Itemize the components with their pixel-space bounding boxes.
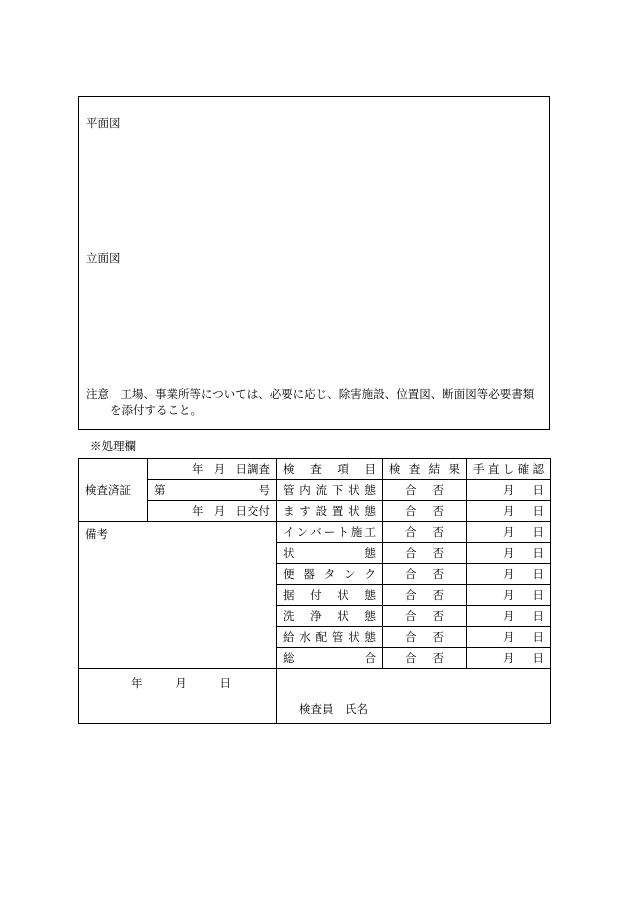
table-row	[79, 459, 551, 480]
cell-text: 月	[503, 504, 515, 518]
item-cell	[277, 585, 383, 606]
inspection-table	[78, 458, 551, 724]
cell-text: 合	[405, 525, 417, 539]
cell-text: 合	[405, 588, 417, 602]
cell-text: 月	[503, 630, 515, 644]
table-row	[79, 669, 551, 724]
cell-text: 施	[350, 525, 363, 539]
cell-text: 年	[192, 462, 204, 476]
cell-text: 合	[405, 651, 417, 665]
bottom-date-cell	[79, 669, 277, 724]
cell-text: 便	[283, 567, 295, 581]
cell-text: 内	[299, 483, 311, 497]
cell-text: 日	[532, 588, 544, 602]
header-item	[277, 459, 383, 480]
cell-text: 目	[364, 462, 376, 476]
item-cell	[277, 480, 383, 501]
result-cell	[383, 564, 467, 585]
cell-text: ン	[296, 525, 309, 539]
cell-text: 月	[213, 504, 226, 518]
drawing-box	[78, 96, 550, 430]
cell-text: 項	[337, 462, 349, 476]
cell-text: 下	[331, 483, 344, 497]
cell-text: 置	[331, 504, 344, 518]
result-cell	[383, 606, 467, 627]
cell-text: 合	[405, 483, 417, 497]
cell-text: 年	[131, 676, 143, 690]
table-row	[79, 480, 551, 501]
cell-text: 否	[432, 588, 444, 602]
cell-text: 浄	[310, 609, 322, 623]
plan-label: 平面図	[86, 116, 121, 130]
result-cell	[383, 501, 467, 522]
result-cell	[383, 648, 467, 669]
cell-text: 流	[315, 483, 328, 497]
cell-text: 管	[283, 483, 295, 497]
cell-text: 日	[532, 630, 544, 644]
recheck-date-cell	[467, 648, 551, 669]
cell-text: 日調査	[235, 462, 270, 476]
cell-text: 日	[532, 609, 544, 623]
recheck-date-cell	[467, 480, 551, 501]
cell-text: 据	[283, 588, 295, 602]
note-line-1: 注意 工場、事業所等については、必要に応じ、除害施設、位置図、断面図等必要書類	[86, 387, 535, 401]
cell-text: 月	[503, 525, 515, 539]
item-cell	[277, 522, 383, 543]
section-title: ※処理欄	[90, 439, 136, 453]
cell-text: 日	[532, 651, 544, 665]
cell-text: 日	[532, 546, 544, 560]
table-row	[79, 501, 551, 522]
cell-text: 合	[405, 609, 417, 623]
cell-text: 月	[503, 483, 515, 497]
cell-text: 合	[405, 567, 417, 581]
certificate-number-cell	[148, 480, 277, 501]
cell-text: 年	[192, 504, 204, 518]
cell-text: 水	[299, 630, 311, 644]
cell-text: 工	[364, 525, 376, 539]
cell-text: ー	[323, 525, 336, 539]
cell-text: 認	[532, 462, 544, 476]
item-cell	[277, 564, 383, 585]
result-cell	[383, 543, 467, 564]
cell-text: 月	[503, 567, 515, 581]
cell-text: 状	[348, 630, 360, 644]
cell-text: 態	[364, 504, 376, 518]
header-recheck	[467, 459, 551, 480]
cell-text: 果	[448, 462, 460, 476]
recheck-date-cell	[467, 585, 551, 606]
inspector-label: 検査員 氏名	[299, 702, 368, 716]
cell-text: 日	[219, 676, 231, 690]
cell-text: 状	[337, 588, 349, 602]
recheck-date-cell	[467, 564, 551, 585]
cell-text: 否	[432, 483, 444, 497]
inspection-done-label: 検査済証	[79, 459, 148, 522]
recheck-date-cell	[467, 627, 551, 648]
cell-text: 検	[283, 462, 295, 476]
cell-text: 状	[283, 546, 295, 560]
cell-text: 結	[428, 462, 441, 476]
note-line-2: を添付すること。	[110, 403, 202, 417]
result-cell	[383, 585, 467, 606]
note-text	[86, 386, 541, 418]
cell-text: ま	[283, 504, 295, 518]
cell-text: す	[299, 504, 311, 518]
cell-text: 日	[532, 567, 544, 581]
header-result	[383, 459, 467, 480]
cell-text: 月	[213, 462, 226, 476]
cell-text: 否	[432, 546, 444, 560]
cell-text: 合	[364, 651, 376, 665]
item-cell	[277, 648, 383, 669]
cell-text: 合	[405, 504, 417, 518]
result-cell	[383, 522, 467, 543]
cell-text: ン	[344, 567, 356, 581]
cell-text: 状	[348, 483, 360, 497]
cell-text: 配	[315, 630, 328, 644]
recheck-date-cell	[467, 606, 551, 627]
result-cell	[383, 480, 467, 501]
table-row	[79, 522, 551, 543]
cell-text: し	[502, 462, 515, 476]
cell-text: 確	[517, 462, 530, 476]
cell-text: 合	[405, 546, 417, 560]
cell-text: 洗	[283, 609, 295, 623]
cell-text: 設	[315, 504, 328, 518]
cell-text: タ	[323, 567, 336, 581]
cell-text: 給	[283, 630, 295, 644]
cell-text: 管	[331, 630, 344, 644]
item-cell	[277, 543, 383, 564]
cell-text: 器	[303, 567, 315, 581]
inspector-cell	[277, 669, 551, 724]
cell-text: 日交付	[235, 504, 270, 518]
remarks-cell	[79, 522, 277, 669]
cell-text: 日	[532, 525, 544, 539]
item-cell	[277, 501, 383, 522]
cell-text: 月	[503, 609, 515, 623]
recheck-date-cell	[467, 501, 551, 522]
cell-text: 態	[364, 483, 376, 497]
cell-text: 否	[432, 504, 444, 518]
cell-text: 否	[432, 630, 444, 644]
recheck-date-cell	[467, 543, 551, 564]
cell-text: 状	[348, 504, 360, 518]
cell-text: 日	[532, 504, 544, 518]
cell-text: 月	[175, 676, 187, 690]
cell-text: 号	[258, 483, 270, 497]
cell-text: 手	[473, 462, 485, 476]
cell-text: 態	[364, 630, 376, 644]
cell-text: バ	[310, 525, 322, 539]
cell-text: 直	[487, 462, 500, 476]
recheck-date-cell	[467, 522, 551, 543]
cell-text: 否	[432, 609, 444, 623]
elevation-label: 立面図	[86, 251, 121, 265]
item-cell	[277, 627, 383, 648]
cell-text: 否	[432, 525, 444, 539]
cell-text: ト	[337, 525, 349, 539]
cell-text: 付	[310, 588, 322, 602]
cell-text: イ	[283, 525, 295, 539]
cell-text: 月	[503, 651, 515, 665]
cell-text: 合	[405, 630, 417, 644]
cell-text: 査	[408, 462, 421, 476]
cell-text: 態	[364, 588, 376, 602]
cell-text: 状	[337, 609, 349, 623]
cell-text: 第	[154, 483, 166, 497]
cell-text: 査	[310, 462, 322, 476]
cell-text: 態	[364, 609, 376, 623]
cell-text: 否	[432, 567, 444, 581]
result-cell	[383, 627, 467, 648]
cell-text: ク	[364, 567, 376, 581]
cell-text: 検	[389, 462, 401, 476]
remarks-label: 備考	[85, 527, 108, 541]
cell-text: 否	[432, 651, 444, 665]
cell-text: 月	[503, 588, 515, 602]
cell-text: 月	[503, 546, 515, 560]
cell-text: 総	[283, 651, 295, 665]
cell-text: 日	[532, 483, 544, 497]
issue-date-cell	[148, 501, 277, 522]
item-cell	[277, 606, 383, 627]
survey-date-cell	[148, 459, 277, 480]
cell-text: 態	[364, 546, 376, 560]
